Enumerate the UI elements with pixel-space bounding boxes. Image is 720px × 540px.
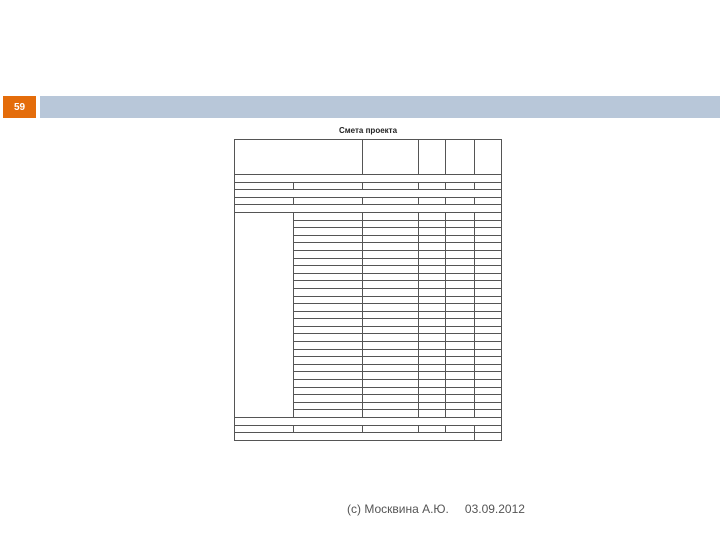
- table-header-cell: [235, 140, 363, 175]
- footer-date: 03.09.2012: [464, 502, 525, 516]
- table-header-cell: [363, 140, 419, 175]
- table-total-row: [235, 433, 502, 441]
- table-row: [235, 182, 502, 190]
- table-header-cell: [445, 140, 474, 175]
- table-row: [235, 190, 502, 198]
- document-title: Смета проекта: [338, 126, 398, 135]
- table-header-row: [235, 140, 502, 175]
- slide-number: 59: [3, 96, 36, 118]
- slide-footer: [347, 502, 525, 516]
- table-row: [235, 418, 502, 426]
- author-credit: (с) Москвина А.Ю.: [347, 502, 449, 516]
- estimate-table: [234, 139, 502, 441]
- table-header-cell: [475, 140, 502, 175]
- table-row: [235, 205, 502, 213]
- estimate-document: [232, 126, 504, 466]
- table-row: [235, 425, 502, 433]
- table-row: [235, 175, 502, 183]
- table-row: [235, 197, 502, 205]
- title-bar: [40, 96, 720, 118]
- table-header-cell: [419, 140, 446, 175]
- table-row: [235, 212, 502, 220]
